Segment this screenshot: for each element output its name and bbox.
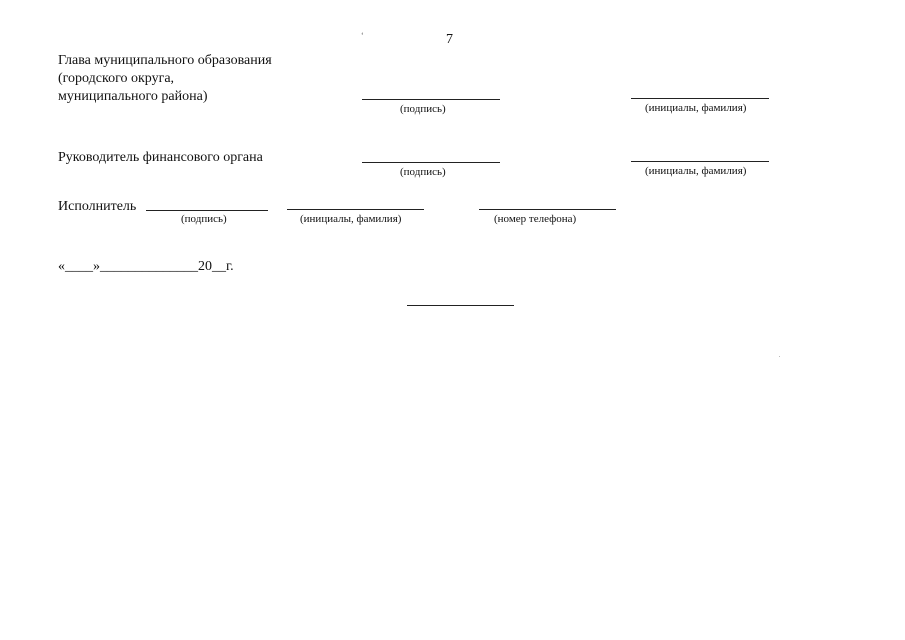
head-label-line3: муниципального района) xyxy=(58,89,208,104)
head-name-line[interactable] xyxy=(631,98,769,99)
head-name-caption: (инициалы, фамилия) xyxy=(645,102,747,114)
executor-label: Исполнитель xyxy=(58,199,137,214)
head-label-line1: Глава муниципального образования xyxy=(58,53,272,68)
executor-phone-caption: (номер телефона) xyxy=(494,213,577,225)
head-signature-line[interactable] xyxy=(362,99,500,100)
head-signature-caption: (подпись) xyxy=(400,103,446,115)
stray-mark: ʻ xyxy=(361,31,364,40)
executor-name-caption: (инициалы, фамилия) xyxy=(300,213,402,225)
finance-signature-line[interactable] xyxy=(362,162,500,163)
head-label-line2: (городского округа, xyxy=(58,71,175,86)
scan-speck xyxy=(779,356,780,357)
executor-signature-caption: (подпись) xyxy=(181,213,227,225)
executor-signature-line[interactable] xyxy=(146,210,268,211)
executor-name-line[interactable] xyxy=(287,209,424,210)
finance-name-caption: (инициалы, фамилия) xyxy=(645,165,747,177)
finance-name-line[interactable] xyxy=(631,161,769,162)
page-number: 7 xyxy=(446,32,453,47)
closing-separator xyxy=(407,305,514,306)
executor-phone-line[interactable] xyxy=(479,209,616,210)
finance-signature-caption: (подпись) xyxy=(400,166,446,178)
date-line: «____»______________20__г. xyxy=(58,259,234,274)
finance-label: Руководитель финансового органа xyxy=(58,150,263,165)
